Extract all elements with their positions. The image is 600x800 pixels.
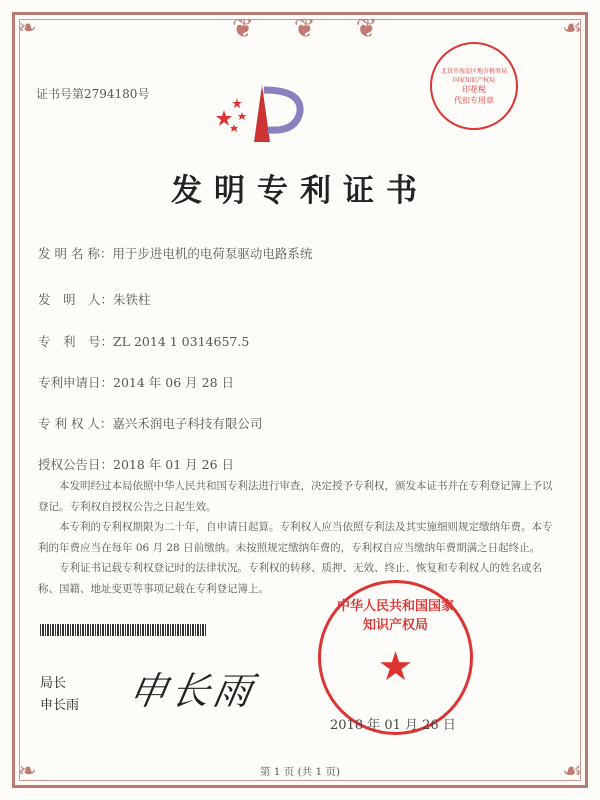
stars-icon	[216, 98, 246, 132]
corner-ornament: ❧	[18, 759, 37, 784]
director-title: 局长	[40, 676, 67, 691]
body-paragraph: 本专利的专利权期限为二十年，自申请日起算。专利权人应当依照专利法及其实施细则规定缴纳年费。本专利的年费应当在每年 06 月 28 日前缴纳。未按照规定缴纳年费的，专利权自应当缴纳年费期满之日起终止。	[38, 521, 553, 554]
field-label: 专利申请日：	[38, 375, 114, 390]
patent-office-seal	[318, 580, 473, 735]
field-value: 嘉兴禾润电子科技有限公司	[112, 416, 263, 431]
seal-center-text: 印花税	[462, 85, 486, 94]
field-label: 授权公告日：	[38, 457, 114, 472]
field-label: 专 利 权 人：	[38, 416, 113, 431]
director-signature: 申长雨	[125, 669, 260, 713]
field-filing-date	[38, 373, 234, 391]
body-paragraph: 本发明经过本局依照中华人民共和国专利法进行审查，决定授予专利权，颁发本证书并在专利登记簿上予以登记。专利权自授权公告之日起生效。	[38, 480, 553, 513]
field-inventor	[38, 290, 151, 308]
certificate-title: 发明专利证书	[171, 173, 429, 209]
field-value: 朱铁柱	[113, 292, 151, 307]
patent-office-logo	[212, 80, 312, 150]
field-label: 发 明 名 称：	[38, 246, 113, 261]
top-ornament: ❦❦❦	[232, 14, 418, 44]
field-label: 专 利 号：	[38, 334, 114, 349]
corner-ornament: ❧	[18, 16, 37, 41]
seal-ring-text: 北京市海淀区地方税务局 国家知识产权局	[440, 68, 507, 84]
certificate-body	[38, 476, 558, 599]
national-emblem-icon: ★	[377, 643, 414, 690]
certificate-number: 证书号第2794180号	[36, 87, 150, 101]
field-patentee	[38, 414, 262, 432]
field-invention-name	[38, 244, 312, 262]
barcode	[40, 624, 206, 636]
body-paragraph: 专利证书记载专利权登记时的法律状况。专利权的转移、质押、无效、终止、恢复和专利权人的姓名或名称、国籍、地址变更等事项记载在专利登记簿上。	[38, 562, 542, 595]
field-value: 用于步进电机的电荷泵驱动电路系统	[112, 246, 313, 261]
corner-ornament: ☙	[562, 759, 582, 784]
seal-ring-text: 中华人民共和国国家知识产权局	[336, 599, 454, 633]
field-value: 2014 年 06 月 28 日	[113, 375, 235, 390]
corner-ornament: ☙	[562, 16, 582, 41]
tax-stamp-seal	[430, 42, 518, 130]
field-label: 发 明 人：	[38, 292, 114, 307]
field-value: ZL 2014 1 0314657.5	[113, 334, 250, 349]
page-footer: 第 1 页 (共 1 页)	[259, 766, 341, 778]
seal-center-text: 代扣专用章	[454, 96, 494, 105]
field-grant-date	[38, 455, 234, 473]
field-patent-number	[38, 332, 249, 350]
director-name: 申长雨	[40, 698, 80, 713]
field-value: 2018 年 01 月 26 日	[113, 457, 235, 472]
issue-date: 2018 年 01 月 26 日	[330, 718, 456, 733]
